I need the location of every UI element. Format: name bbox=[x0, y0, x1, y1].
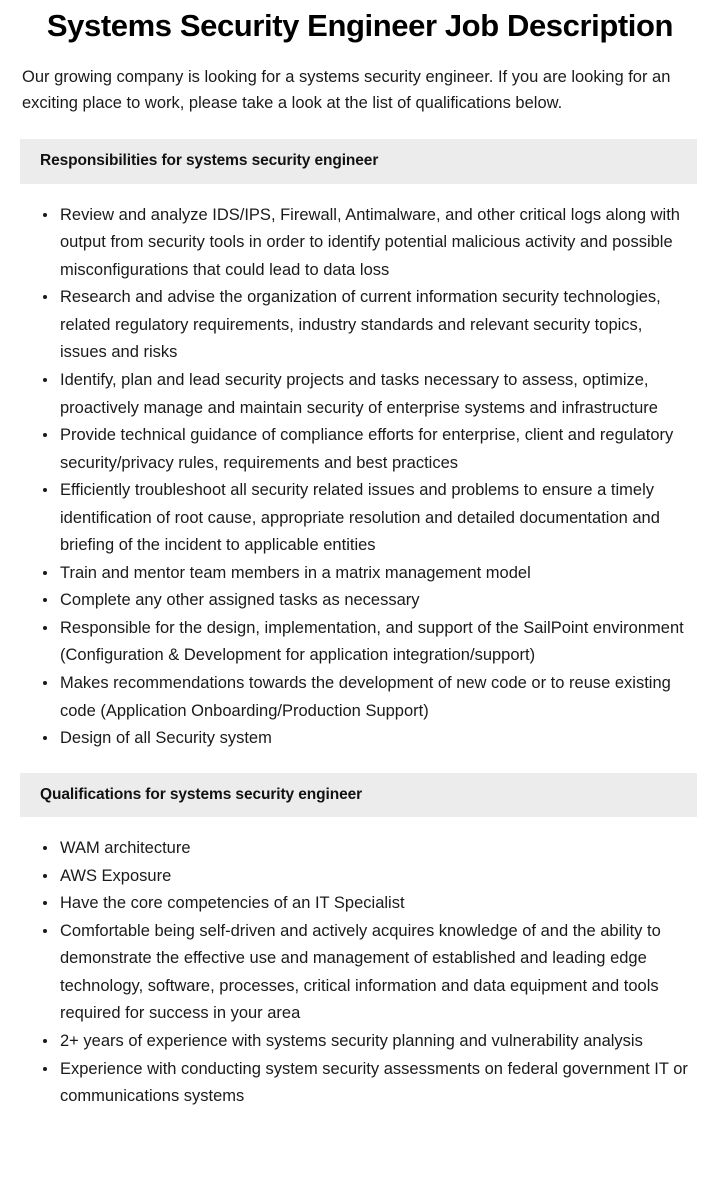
list-item: Identify, plan and lead security projects and tasks necessary to assess, optimize, proactively manage and maintain security of enterprise systems and infrastructure bbox=[0, 367, 700, 422]
list-item: Comfortable being self-driven and actively acquires knowledge of and the ability to demonstrate the effective use and management of established and leading edge technology, software, processes, critical information and data equipment and tools required for success in your area bbox=[0, 918, 700, 1028]
list-item: WAM architecture bbox=[0, 835, 700, 863]
list-item: Experience with conducting system security assessments on federal government IT or communications systems bbox=[0, 1056, 700, 1111]
list-item: Efficiently troubleshoot all security related issues and problems to ensure a timely identification of root cause, appropriate resolution and detailed documentation and briefing of the incident to applicable entities bbox=[0, 477, 700, 560]
section-responsibilities bbox=[0, 139, 720, 759]
list-item: Responsible for the design, implementation, and support of the SailPoint environment (Configuration & Development for application integration/support) bbox=[0, 615, 700, 670]
section-header-qualifications bbox=[20, 773, 697, 818]
qualifications-list bbox=[0, 817, 720, 1116]
list-item: Complete any other assigned tasks as necessary bbox=[0, 587, 700, 615]
list-item: Provide technical guidance of compliance efforts for enterprise, client and regulatory security/privacy rules, requirements and best practices bbox=[0, 422, 700, 477]
section-qualifications bbox=[0, 773, 720, 1117]
responsibilities-list bbox=[0, 184, 720, 759]
list-item: AWS Exposure bbox=[0, 863, 700, 891]
page-title: Systems Security Engineer Job Description bbox=[46, 8, 674, 43]
list-item: Design of all Security system bbox=[0, 725, 700, 753]
intro-paragraph: Our growing company is looking for a systems security engineer. If you are looking for an exciting place to work, please take a look at the list of qualifications below. bbox=[22, 67, 671, 113]
list-item: Train and mentor team members in a matrix management model bbox=[0, 560, 700, 588]
section-header-label: Qualifications for systems security engineer bbox=[40, 785, 363, 803]
list-item: 2+ years of experience with systems security planning and vulnerability analysis bbox=[0, 1028, 700, 1056]
list-item: Review and analyze IDS/IPS, Firewall, Antimalware, and other critical logs along with output from security tools in order to identify potential malicious activity and possible misconfigurations that could lead to data loss bbox=[0, 202, 700, 285]
section-header-responsibilities bbox=[20, 139, 697, 184]
section-header-label: Responsibilities for systems security engineer bbox=[40, 152, 379, 170]
list-item: Makes recommendations towards the development of new code or to reuse existing code (Application Onboarding/Production Support) bbox=[0, 670, 700, 725]
list-item: Research and advise the organization of current information security technologies, related regulatory requirements, industry standards and relevant security topics, issues and risks bbox=[0, 284, 700, 367]
list-item: Have the core competencies of an IT Specialist bbox=[0, 890, 700, 918]
